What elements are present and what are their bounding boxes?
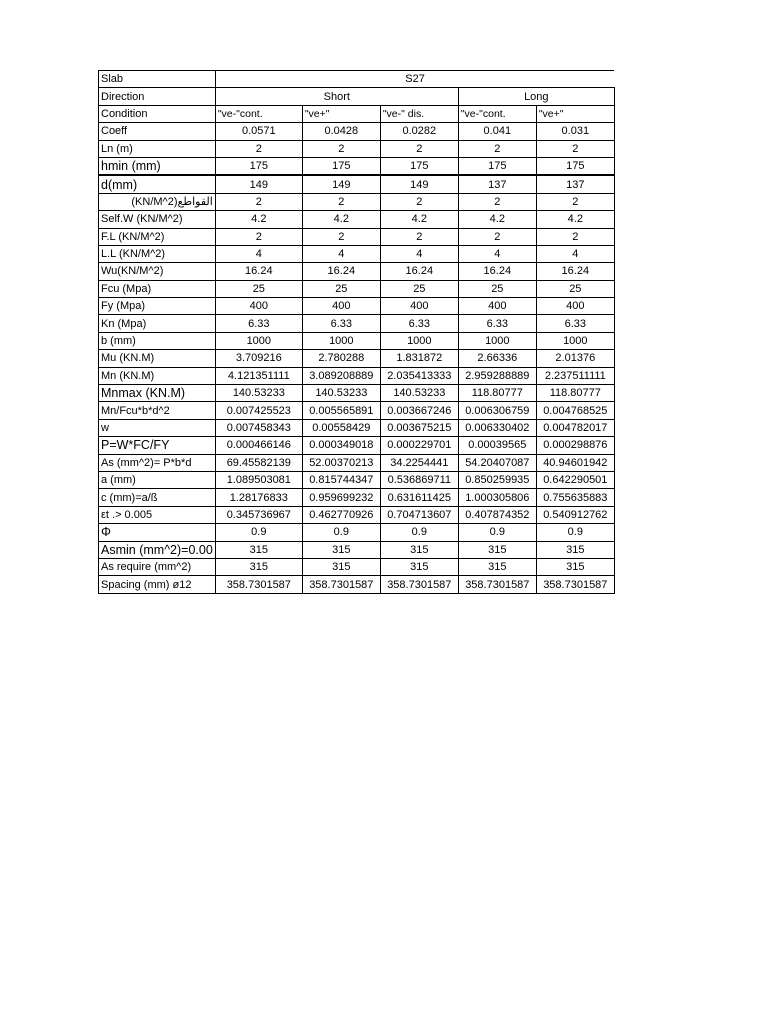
- table-row: [99, 211, 615, 228]
- table-row: [99, 175, 615, 193]
- value-cell[interactable]: 315: [380, 541, 458, 558]
- condition-label[interactable]: Condition: [99, 105, 216, 122]
- value-cell[interactable]: 315: [215, 558, 302, 575]
- value-cell[interactable]: 0.704713607: [380, 506, 458, 523]
- value-cell[interactable]: 2: [458, 140, 536, 157]
- value-cell[interactable]: 2: [215, 228, 302, 245]
- table-row: [99, 471, 615, 488]
- row-label[interactable]: F.L (KN/M^2): [99, 228, 216, 245]
- value-cell[interactable]: 149: [380, 175, 458, 193]
- value-cell[interactable]: 400: [215, 298, 302, 315]
- table-row: [99, 228, 615, 245]
- value-cell[interactable]: 315: [302, 541, 380, 558]
- value-cell[interactable]: 4.2: [458, 211, 536, 228]
- value-cell[interactable]: 0.0571: [215, 123, 302, 140]
- value-cell[interactable]: 4: [302, 245, 380, 262]
- value-cell[interactable]: 4: [536, 245, 614, 262]
- table-row: [99, 419, 615, 436]
- value-cell[interactable]: 25: [380, 280, 458, 297]
- table-row: [99, 454, 615, 471]
- value-cell[interactable]: 358.7301587: [380, 576, 458, 593]
- value-cell[interactable]: 2: [536, 228, 614, 245]
- value-cell[interactable]: 4.2: [215, 211, 302, 228]
- value-cell[interactable]: 52.00370213: [302, 454, 380, 471]
- value-cell[interactable]: 358.7301587: [536, 576, 614, 593]
- row-label[interactable]: εt .> 0.005: [99, 506, 216, 523]
- table-row: [99, 280, 615, 297]
- value-cell[interactable]: 6.33: [536, 315, 614, 332]
- table-row: [99, 437, 615, 454]
- table-row: [99, 524, 615, 541]
- value-cell[interactable]: 0.9: [458, 524, 536, 541]
- value-cell[interactable]: 2: [380, 140, 458, 157]
- value-cell[interactable]: 0.000298876: [536, 437, 614, 454]
- value-cell[interactable]: 0.041: [458, 123, 536, 140]
- value-cell[interactable]: 4.2: [536, 211, 614, 228]
- value-cell[interactable]: 4.121351111: [215, 367, 302, 384]
- value-cell[interactable]: 140.53233: [302, 385, 380, 402]
- value-cell[interactable]: 1000: [380, 332, 458, 349]
- slab-row: [99, 71, 615, 88]
- row-label[interactable]: Asmin (mm^2)=0.00: [99, 541, 216, 558]
- row-label[interactable]: Ln (m): [99, 140, 216, 157]
- value-cell[interactable]: 149: [302, 175, 380, 193]
- table-row: [99, 298, 615, 315]
- value-cell[interactable]: 0.815744347: [302, 471, 380, 488]
- row-label[interactable]: As (mm^2)= P*b*d: [99, 454, 216, 471]
- value-cell[interactable]: 0.631611425: [380, 489, 458, 506]
- value-cell[interactable]: 1000: [302, 332, 380, 349]
- value-cell[interactable]: 0.959699232: [302, 489, 380, 506]
- value-cell[interactable]: 4.2: [302, 211, 380, 228]
- row-label[interactable]: As require (mm^2): [99, 558, 216, 575]
- row-label[interactable]: Kn (Mpa): [99, 315, 216, 332]
- row-label[interactable]: a (mm): [99, 471, 216, 488]
- table-body: [99, 71, 615, 594]
- row-label[interactable]: b (mm): [99, 332, 216, 349]
- value-cell[interactable]: 40.94601942: [536, 454, 614, 471]
- value-cell[interactable]: 358.7301587: [302, 576, 380, 593]
- value-cell[interactable]: 2: [302, 193, 380, 210]
- value-cell[interactable]: 0.0282: [380, 123, 458, 140]
- value-cell[interactable]: 175: [458, 157, 536, 175]
- table-row: [99, 332, 615, 349]
- value-cell[interactable]: 0.407874352: [458, 506, 536, 523]
- direction-long[interactable]: Long: [458, 88, 614, 105]
- table-row: [99, 157, 615, 175]
- value-cell[interactable]: 0.004782017: [536, 419, 614, 436]
- row-label[interactable]: Wu(KN/M^2): [99, 263, 216, 280]
- value-cell[interactable]: 25: [458, 280, 536, 297]
- value-cell[interactable]: 315: [458, 558, 536, 575]
- table-row: [99, 315, 615, 332]
- value-cell[interactable]: 400: [302, 298, 380, 315]
- value-cell[interactable]: 315: [302, 558, 380, 575]
- table-row: [99, 541, 615, 558]
- value-cell[interactable]: 0.005565891: [302, 402, 380, 419]
- value-cell[interactable]: 25: [536, 280, 614, 297]
- value-cell[interactable]: 0.007458343: [215, 419, 302, 436]
- row-label[interactable]: Fy (Mpa): [99, 298, 216, 315]
- value-cell[interactable]: 315: [536, 541, 614, 558]
- value-cell[interactable]: 0.755635883: [536, 489, 614, 506]
- table-row: [99, 506, 615, 523]
- value-cell[interactable]: 3.709216: [215, 350, 302, 367]
- table-row: [99, 123, 615, 140]
- value-cell[interactable]: 315: [380, 558, 458, 575]
- value-cell[interactable]: 2: [536, 140, 614, 157]
- row-label[interactable]: L.L (KN/M^2): [99, 245, 216, 262]
- table-row: [99, 489, 615, 506]
- row-label[interactable]: w: [99, 419, 216, 436]
- row-label[interactable]: Mu (KN.M): [99, 350, 216, 367]
- value-cell[interactable]: 2: [536, 193, 614, 210]
- value-cell[interactable]: 16.24: [302, 263, 380, 280]
- table-row: [99, 245, 615, 262]
- value-cell[interactable]: 0.006306759: [458, 402, 536, 419]
- condition-row: [99, 105, 615, 122]
- value-cell[interactable]: 175: [536, 157, 614, 175]
- condition-cell[interactable]: "ve-" dis.: [380, 105, 458, 122]
- value-cell[interactable]: 1.831872: [380, 350, 458, 367]
- value-cell[interactable]: 2: [215, 193, 302, 210]
- value-cell[interactable]: 6.33: [215, 315, 302, 332]
- value-cell[interactable]: 149: [215, 175, 302, 193]
- value-cell[interactable]: 3.089208889: [302, 367, 380, 384]
- value-cell[interactable]: 2.035413333: [380, 367, 458, 384]
- row-label[interactable]: Φ: [99, 524, 216, 541]
- value-cell[interactable]: 2: [380, 193, 458, 210]
- value-cell[interactable]: 400: [458, 298, 536, 315]
- value-cell[interactable]: 0.9: [215, 524, 302, 541]
- value-cell[interactable]: 34.2254441: [380, 454, 458, 471]
- value-cell[interactable]: 6.33: [380, 315, 458, 332]
- slab-value[interactable]: S27: [215, 71, 614, 88]
- table-row: [99, 576, 615, 593]
- slab-design-table: [98, 70, 615, 594]
- table-row: [99, 350, 615, 367]
- condition-cell[interactable]: "ve-"cont.: [215, 105, 302, 122]
- row-label[interactable]: Self.W (KN/M^2): [99, 211, 216, 228]
- value-cell[interactable]: 137: [536, 175, 614, 193]
- value-cell[interactable]: 0.536869711: [380, 471, 458, 488]
- value-cell[interactable]: 54.20407087: [458, 454, 536, 471]
- value-cell[interactable]: 0.9: [302, 524, 380, 541]
- value-cell[interactable]: 0.0428: [302, 123, 380, 140]
- table-row: [99, 367, 615, 384]
- row-label[interactable]: c (mm)=a/ß: [99, 489, 216, 506]
- value-cell[interactable]: 315: [215, 541, 302, 558]
- value-cell[interactable]: 137: [458, 175, 536, 193]
- row-label[interactable]: Mn/Fcu*b*d^2: [99, 402, 216, 419]
- row-label[interactable]: Fcu (Mpa): [99, 280, 216, 297]
- row-label[interactable]: (KN/M^2)القواطع: [99, 193, 216, 210]
- value-cell[interactable]: 16.24: [380, 263, 458, 280]
- value-cell[interactable]: 2: [302, 228, 380, 245]
- row-label[interactable]: Mnmax (KN.M): [99, 385, 216, 402]
- value-cell[interactable]: 0.462770926: [302, 506, 380, 523]
- value-cell[interactable]: 1.089503081: [215, 471, 302, 488]
- row-label[interactable]: hmin (mm): [99, 157, 216, 175]
- value-cell[interactable]: 0.642290501: [536, 471, 614, 488]
- direction-label[interactable]: Direction: [99, 88, 216, 105]
- row-label[interactable]: d(mm): [99, 175, 216, 193]
- condition-cell[interactable]: "ve+": [302, 105, 380, 122]
- value-cell[interactable]: 1.28176833: [215, 489, 302, 506]
- value-cell[interactable]: 16.24: [458, 263, 536, 280]
- value-cell[interactable]: 4: [458, 245, 536, 262]
- value-cell[interactable]: 400: [380, 298, 458, 315]
- value-cell[interactable]: 1000: [458, 332, 536, 349]
- value-cell[interactable]: 0.000229701: [380, 437, 458, 454]
- value-cell[interactable]: 0.00039565: [458, 437, 536, 454]
- row-label[interactable]: P=W*FC/FY: [99, 437, 216, 454]
- value-cell[interactable]: 2: [302, 140, 380, 157]
- direction-short[interactable]: Short: [215, 88, 458, 105]
- value-cell[interactable]: 2: [380, 228, 458, 245]
- value-cell[interactable]: 4: [215, 245, 302, 262]
- table-row: [99, 263, 615, 280]
- table-row: [99, 402, 615, 419]
- value-cell[interactable]: 315: [536, 558, 614, 575]
- condition-cell[interactable]: "ve-"cont.: [458, 105, 536, 122]
- value-cell[interactable]: 0.007425523: [215, 402, 302, 419]
- value-cell[interactable]: 25: [302, 280, 380, 297]
- value-cell[interactable]: 175: [215, 157, 302, 175]
- value-cell[interactable]: 1000: [536, 332, 614, 349]
- value-cell[interactable]: 0.540912762: [536, 506, 614, 523]
- row-label[interactable]: Mn (KN.M): [99, 367, 216, 384]
- value-cell[interactable]: 358.7301587: [458, 576, 536, 593]
- value-cell[interactable]: 0.345736967: [215, 506, 302, 523]
- value-cell[interactable]: 0.004768525: [536, 402, 614, 419]
- table-row: [99, 385, 615, 402]
- value-cell[interactable]: 118.80777: [458, 385, 536, 402]
- value-cell[interactable]: 2.01376: [536, 350, 614, 367]
- slab-label[interactable]: Slab: [99, 71, 216, 88]
- value-cell[interactable]: 6.33: [302, 315, 380, 332]
- table-row: [99, 193, 615, 210]
- value-cell[interactable]: 16.24: [536, 263, 614, 280]
- value-cell[interactable]: 140.53233: [215, 385, 302, 402]
- row-label[interactable]: Spacing (mm) ø12: [99, 576, 216, 593]
- table-row: [99, 558, 615, 575]
- value-cell[interactable]: 0.850259935: [458, 471, 536, 488]
- value-cell[interactable]: 2.237511111: [536, 367, 614, 384]
- value-cell[interactable]: 358.7301587: [215, 576, 302, 593]
- value-cell[interactable]: 16.24: [215, 263, 302, 280]
- value-cell[interactable]: 0.003675215: [380, 419, 458, 436]
- value-cell[interactable]: 175: [302, 157, 380, 175]
- value-cell[interactable]: 4: [380, 245, 458, 262]
- value-cell[interactable]: 315: [458, 541, 536, 558]
- value-cell[interactable]: 2.780288: [302, 350, 380, 367]
- value-cell[interactable]: 69.45582139: [215, 454, 302, 471]
- value-cell[interactable]: 400: [536, 298, 614, 315]
- value-cell[interactable]: 0.9: [380, 524, 458, 541]
- value-cell[interactable]: 2.959288889: [458, 367, 536, 384]
- value-cell[interactable]: 2: [215, 140, 302, 157]
- value-cell[interactable]: 1000: [215, 332, 302, 349]
- row-label[interactable]: Coeff: [99, 123, 216, 140]
- value-cell[interactable]: 1.000305806: [458, 489, 536, 506]
- value-cell[interactable]: 0.9: [536, 524, 614, 541]
- value-cell[interactable]: 0.006330402: [458, 419, 536, 436]
- value-cell[interactable]: 0.000466146: [215, 437, 302, 454]
- value-cell[interactable]: 25: [215, 280, 302, 297]
- value-cell[interactable]: 175: [380, 157, 458, 175]
- value-cell[interactable]: 118.80777: [536, 385, 614, 402]
- value-cell[interactable]: 0.003667246: [380, 402, 458, 419]
- value-cell[interactable]: 2.66336: [458, 350, 536, 367]
- value-cell[interactable]: 2: [458, 228, 536, 245]
- table-row: [99, 140, 615, 157]
- value-cell[interactable]: 140.53233: [380, 385, 458, 402]
- condition-cell[interactable]: "ve+": [536, 105, 614, 122]
- direction-row: [99, 88, 615, 105]
- value-cell[interactable]: 6.33: [458, 315, 536, 332]
- value-cell[interactable]: 4.2: [380, 211, 458, 228]
- value-cell[interactable]: 0.00558429: [302, 419, 380, 436]
- value-cell[interactable]: 0.031: [536, 123, 614, 140]
- value-cell[interactable]: 2: [458, 193, 536, 210]
- value-cell[interactable]: 0.000349018: [302, 437, 380, 454]
